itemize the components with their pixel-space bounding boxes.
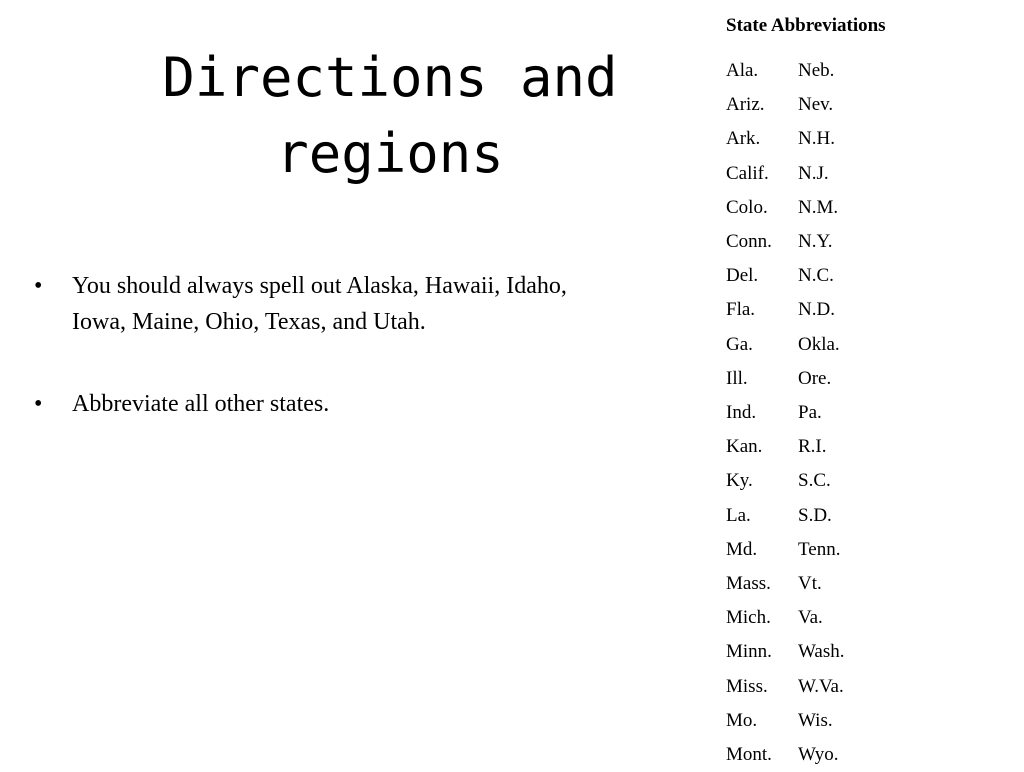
abbreviation-left: Ill. [726, 367, 748, 389]
title-line-2: regions [276, 122, 504, 185]
abbreviation-left: Mich. [726, 607, 771, 629]
abbreviation-left: Fla. [726, 299, 756, 321]
abbreviation-left: Miss. [726, 675, 768, 697]
slide-title [40, 40, 740, 192]
abbreviation-right: N.C. [798, 265, 834, 287]
abbreviation-right: Wyo. [798, 744, 839, 766]
bullet-item [30, 268, 620, 340]
bullet-marker: • [34, 391, 43, 417]
abbreviation-right: N.H. [798, 128, 835, 150]
abbreviation-left: La. [726, 504, 751, 526]
abbreviation-left: Ariz. [726, 94, 765, 116]
bullet-marker: • [34, 273, 43, 299]
bullet-text: You should always spell out Alaska, Hawaii, Idaho, Iowa, Maine, Ohio, Texas, and Utah. [72, 273, 567, 335]
title-line-1: Directions and [162, 46, 618, 109]
abbreviation-left: Ga. [726, 333, 753, 355]
abbreviation-right: Okla. [798, 333, 840, 355]
abbreviation-right: Tenn. [798, 538, 841, 560]
abbreviation-right: Ore. [798, 367, 832, 389]
abbreviations-heading: State Abbreviations [726, 15, 886, 36]
abbreviation-right: Wis. [798, 709, 833, 731]
abbreviation-right: Neb. [798, 60, 835, 81]
abbreviation-right: N.D. [798, 299, 835, 321]
bullet-text: Abbreviate all other states. [72, 391, 330, 417]
abbreviation-left: Conn. [726, 231, 772, 253]
abbreviation-left: Ala. [726, 60, 759, 81]
bullet-item [30, 386, 620, 422]
bullet-list [30, 268, 620, 468]
abbreviation-right: Vt. [798, 573, 822, 595]
abbreviation-right: Pa. [798, 402, 822, 424]
abbreviation-right: Nev. [798, 94, 834, 116]
abbreviations-table [726, 54, 1016, 772]
abbreviation-right: S.C. [798, 470, 831, 492]
abbreviation-left: Calif. [726, 162, 769, 184]
abbreviation-right: N.J. [798, 162, 829, 184]
abbreviation-left: Minn. [726, 641, 772, 663]
abbreviation-right: Va. [798, 607, 823, 629]
abbreviation-left: Ky. [726, 470, 753, 492]
abbreviation-left: Ark. [726, 128, 761, 150]
abbreviation-left: Mo. [726, 709, 758, 731]
abbreviation-left: Kan. [726, 436, 763, 458]
abbreviation-right: W.Va. [798, 675, 844, 697]
abbreviation-left: Ind. [726, 402, 757, 424]
abbreviation-left: Mont. [726, 744, 772, 766]
abbreviation-left: Colo. [726, 196, 768, 218]
abbreviation-left: Del. [726, 265, 759, 287]
abbreviation-right: N.Y. [798, 231, 833, 253]
state-abbreviations-panel [726, 12, 1016, 772]
abbreviation-right: N.M. [798, 196, 839, 218]
abbreviation-right: R.I. [798, 436, 827, 458]
abbreviation-left: Md. [726, 538, 758, 560]
abbreviation-right: S.D. [798, 504, 832, 526]
abbreviation-right: Wash. [798, 641, 845, 663]
abbreviation-left: Mass. [726, 573, 771, 595]
